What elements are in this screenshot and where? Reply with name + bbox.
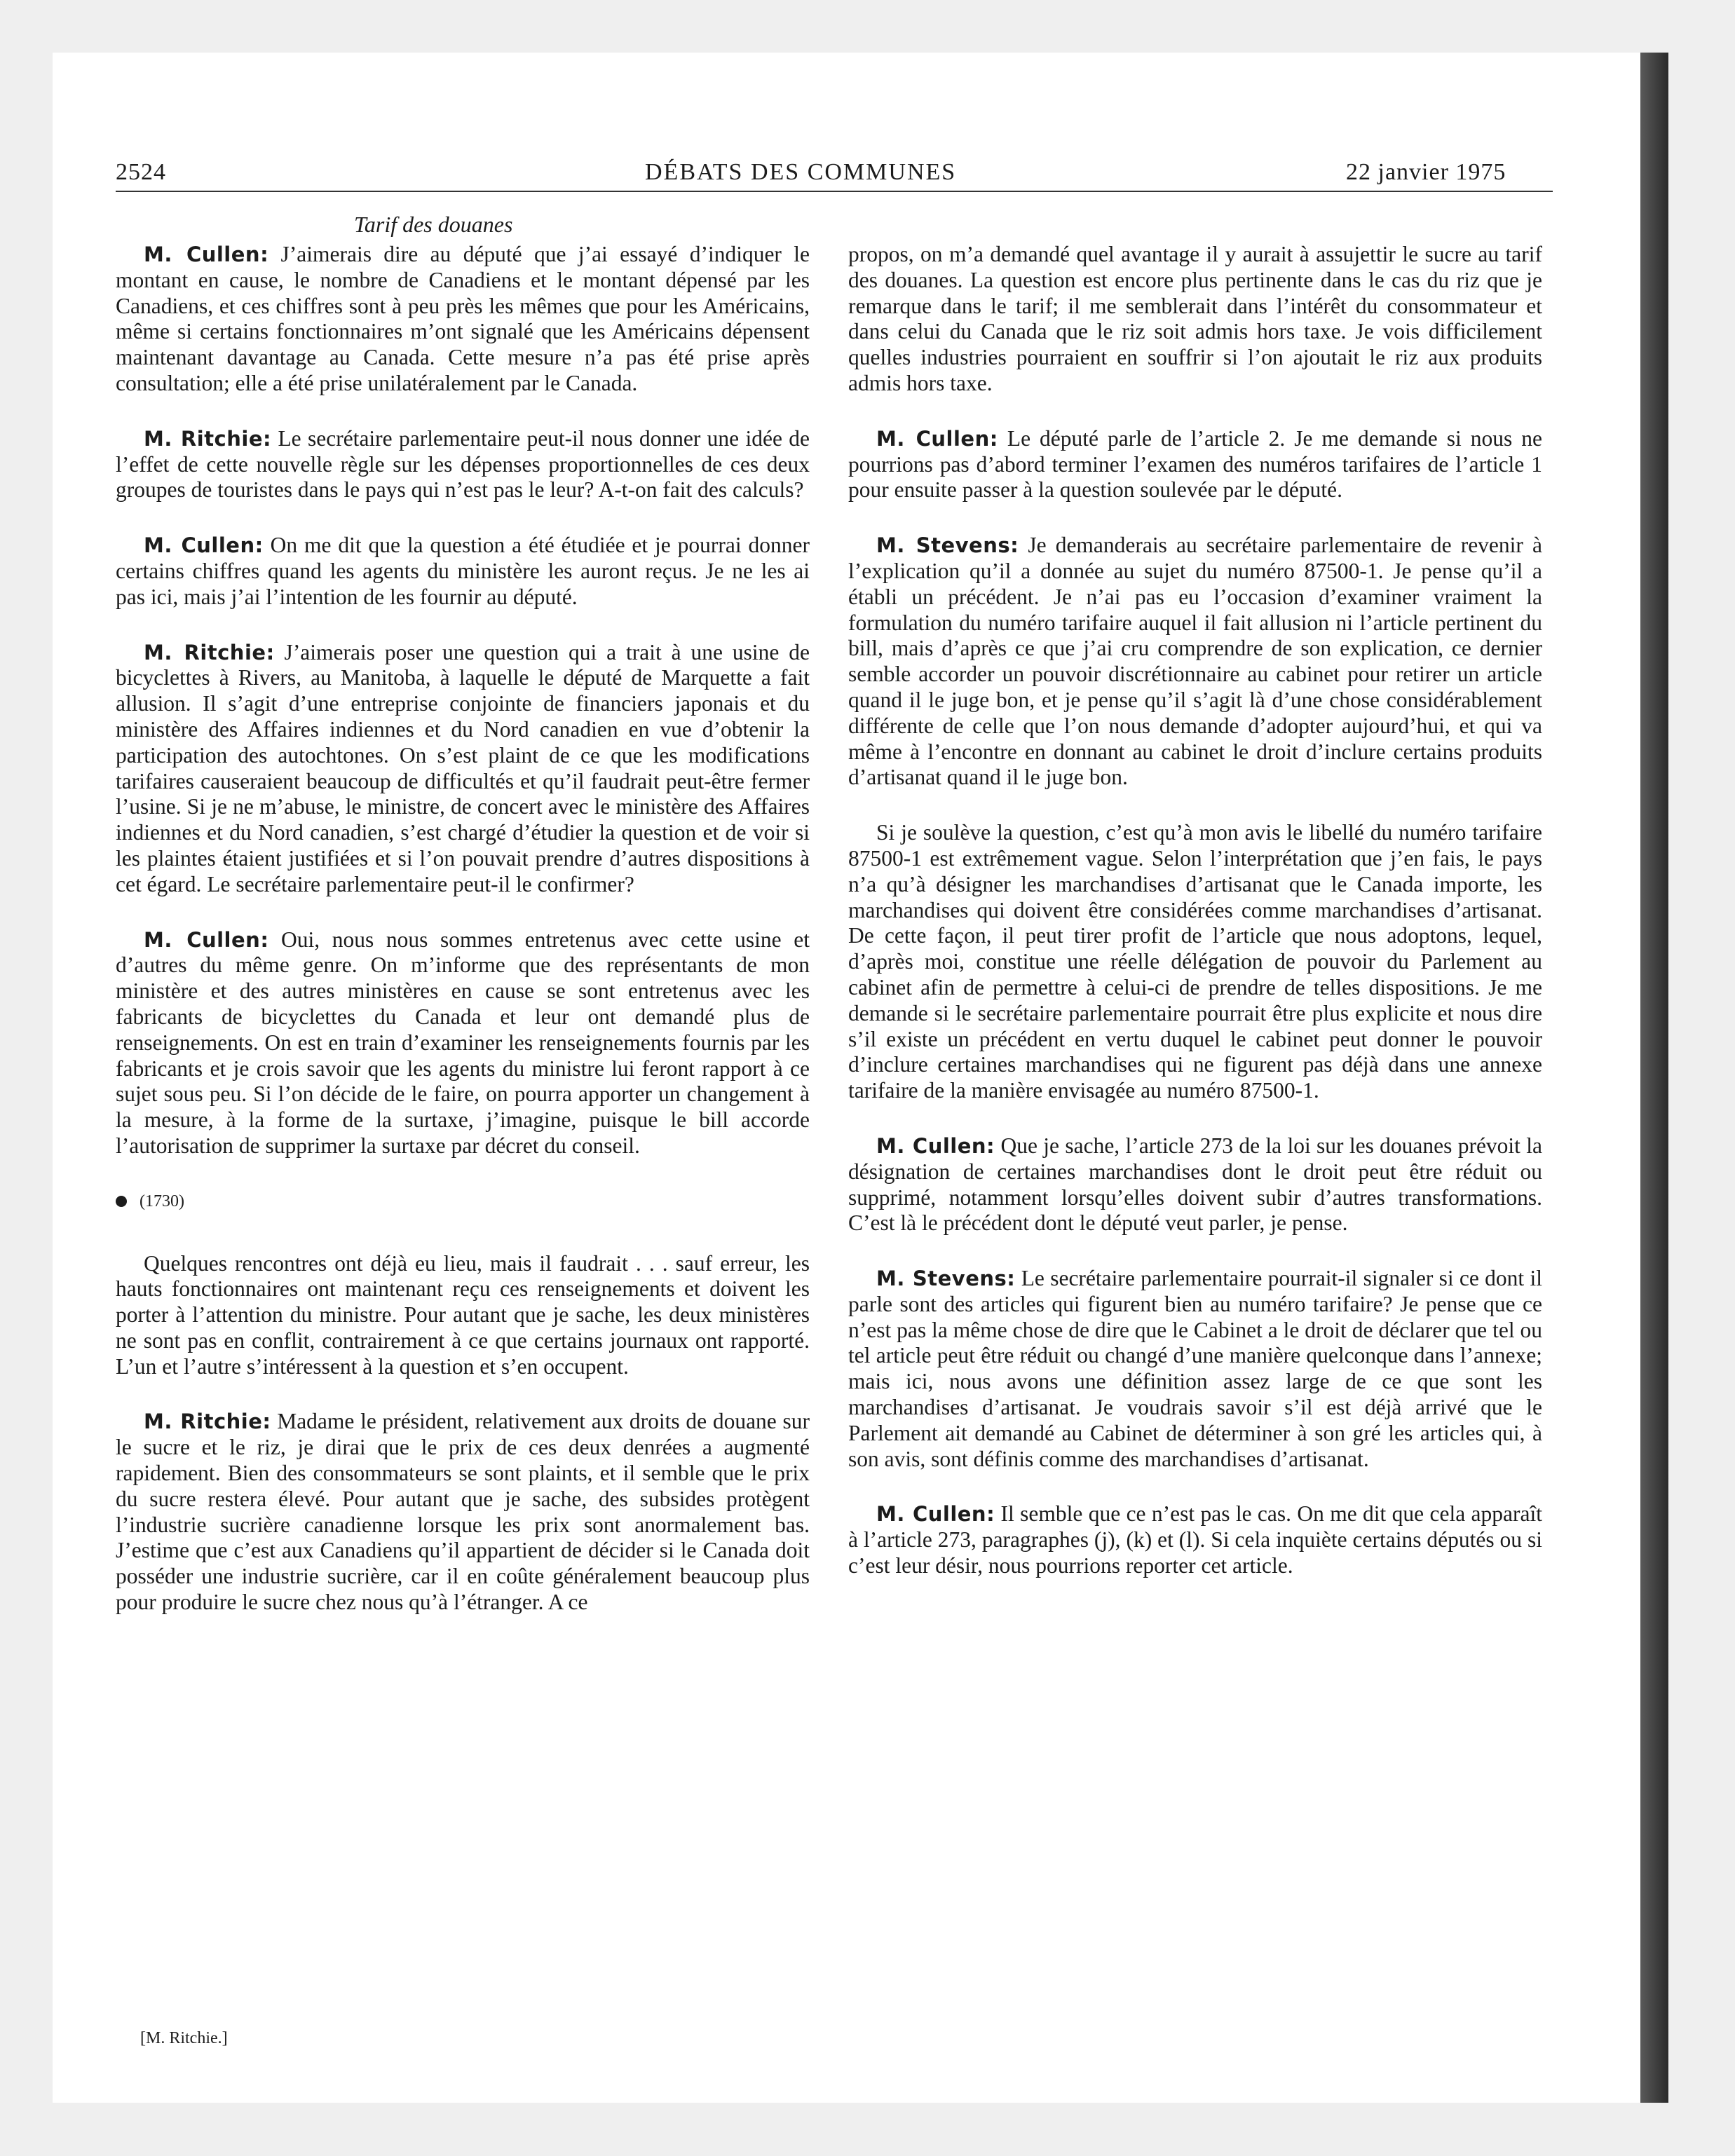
speaker-name: M. Cullen:: [144, 927, 269, 952]
paragraph-text: J’aimerais dire au député que j’ai essayé d’indiquer le montant en cause, le nombre de Canadiens et le montant dépensé par les Canadiens, et ces chiffres sont à peu près les mêmes que pour les Américains, même si certains fonctionnaires m’ont signalé que les Américains dépensent maintenant davantage au Canada. Cette mesure n’a pas été prise après consultation; elle a été prise unilatéralement par le Canada.: [116, 242, 810, 395]
paragraph: [848, 533, 1542, 791]
paragraph-text: Je demanderais au secrétaire parlementaire de revenir à l’explication qu’il a donnée au sujet du numéro 87500-1. Je pense qu’il a établi un précédent. Je n’ai pas eu l’occasion d’examiner vraiment la formulation du numéro tarifaire auquel il fait allusion ni l’article pertinent du bill, mais d’après ce que j’ai cru comprendre de son explication, ce dernier semble accorder un pouvoir discrétionnaire au cabinet pour retirer un article quand il le juge bon, et je pense qu’il s’agit là d’une chose considérablement différente de celle que l’on nous demande d’adopter aujourd’hui, et qui va même à l’encontre en donnant au cabinet le droit d’inclure certains produits d’artisanat quand il le juge bon.: [848, 533, 1543, 790]
paragraph: [116, 640, 810, 898]
paragraph-text: Le député parle de l’article 2. Je me demande si nous ne pourrions pas d’abord terminer l’examen des numéros tarifaires de l’article 1 pour ensuite passer à la question soulevée par le député.: [848, 425, 1542, 503]
speaker-name: M. Cullen:: [876, 1133, 995, 1158]
paragraph: [848, 1133, 1542, 1236]
page-date: 22 janvier 1975: [1346, 159, 1506, 185]
paragraph: [116, 533, 810, 610]
paragraph-text: Si je soulève la question, c’est qu’à mon avis le libellé du numéro tarifaire 87500-1 est extrêmement vague. Selon l’interprétation que j’en fais, le pays n’a qu’à désigner les marchandises d’artisanat que le Canada importe, les marchandises qui doivent être considérées comme marchandises d’artisanat. De cette façon, il peut tirer profit de l’article que nous adoptons, lequel, d’après moi, constitue une réelle délégation de pouvoir du Parlement au cabinet afin de permettre à celui-ci de prendre de telles dispositions. Je me demande si le secrétaire parlementaire pourrait être plus explicite et nous dire s’il existe un précédent en vertu duquel le cabinet peut donner le pouvoir d’inclure certaines marchandises qui ne figurent pas déjà dans une annexe tarifaire de la manière envisagée au numéro 87500-1.: [848, 820, 1542, 1103]
paragraph: [848, 426, 1542, 503]
time-marker-label: (1730): [140, 1192, 184, 1210]
speaker-name: M. Ritchie:: [144, 1410, 271, 1434]
left-column: [116, 242, 810, 1645]
footer-speaker-note: [M. Ritchie.]: [140, 2029, 228, 2047]
speaker-name: M. Ritchie:: [144, 426, 272, 451]
paragraph: [116, 927, 810, 1159]
header-rule: [116, 191, 1553, 192]
time-marker: [116, 1189, 810, 1215]
paragraph: [848, 820, 1542, 1104]
speaker-name: M. Cullen:: [876, 426, 998, 451]
paragraph-text: propos, on m’a demandé quel avantage il y aurait à assujettir le sucre au tarif des douanes. La question est encore plus pertinente dans le cas du riz que je remarque dans le tarif; il me semblerait dans l’intérêt du consommateur et dans celui du Canada que le riz soit admis hors taxe. Je vois difficilement quelles industries pourraient en souffrir si l’on ajoutait le riz aux produits admis hors taxe.: [848, 242, 1542, 395]
paragraph-text: Le secrétaire parlementaire peut-il nous donner une idée de l’effet de cette nouvelle règle sur les dépenses proportionnelles de ces deux groupes de touristes dans le pays qui n’est pas le leur? A-t-on fait des calculs?: [116, 425, 810, 503]
speaker-name: M. Cullen:: [876, 1502, 995, 1527]
right-column: [848, 242, 1542, 1609]
paragraph-text: Que je sache, l’article 273 de la loi sur les douanes prévoit la désignation de certaines marchandises dont le droit peut être réduit ou supprimé, notamment lorsqu’elles doivent subir d’autres transformations. C’est là le précédent dont le député veut parler, je pense.: [848, 1133, 1542, 1236]
speaker-name: M. Stevens:: [876, 1267, 1016, 1291]
paragraph: [116, 1251, 810, 1380]
paragraph: [116, 242, 810, 397]
paragraph: [848, 1501, 1542, 1578]
paragraph-text: Quelques rencontres ont déjà eu lieu, mais il faudrait . . . sauf erreur, les hauts fonctionnaires ont maintenant reçu ces renseignements et doivent les porter à l’attention du ministre. Pour autant que je sache, les deux ministères ne sont pas en conflit, contrairement à ce que certains journaux ont rapporté. L’un et l’autre s’intéressent à la question et s’en occupent.: [116, 1250, 810, 1379]
paragraph-text: On me dit que la question a été étudiée et je pourrai donner certains chiffres quand les agents du ministère les auront reçus. Je ne les ai pas ici, mais j’ai l’intention de les fournir au député.: [116, 533, 810, 609]
paragraph-text: Madame le président, relativement aux droits de douane sur le sucre et le riz, je dirai que le prix de ces deux denrées a augmenté rapidement. Bien des consommateurs se sont plaints, et il semble que le prix du sucre restera élevé. Pour autant que je sache, des subsides protègent l’industrie sucrière canadienne lorsque les prix sont anormalement bas. J’estime que c’est aux Canadiens qu’il appartient de décider si le Canada doit posséder une industrie sucrière, car il en coûte généralement beaucoup plus pour produire le sucre chez nous qu’à l’étranger. A ce: [116, 1409, 810, 1615]
speaker-name: M. Cullen:: [144, 243, 269, 266]
paragraph-text: Il semble que ce n’est pas le cas. On me dit que cela apparaît à l’article 273, paragraphes (j), (k) et (l). Si cela inquiète certains députés ou si c’est leur désir, nous pourrions reporter cet article.: [848, 1501, 1542, 1578]
bullet-icon: [116, 1196, 127, 1207]
scan-edge: [1640, 53, 1668, 2103]
paragraph: [848, 1266, 1542, 1472]
paragraph-text: Oui, nous nous sommes entretenus avec cette usine et d’autres du même genre. On m’informe que des représentants de mon ministère et des autres ministères en cause se sont entretenus avec les fabricants de bicyclettes du Canada et leur ont demandé plus de renseignements. On est en train d’examiner les renseignements fournis par les fabricants et je crois savoir que les agents du ministre lui feront rapport à ce sujet sous peu. Si l’on décide de le faire, on pourra apporter un changement à la mesure, à la forme de la surtaxe, j’imagine, puisque le bill accorde l’autorisation de supprimer la surtaxe par décret du conseil.: [116, 927, 810, 1158]
speaker-name: M. Stevens:: [876, 533, 1019, 558]
page-number: 2524: [116, 159, 166, 185]
paragraph-text: Le secrétaire parlementaire pourrait-il signaler si ce dont il parle sont des articles qui figurent bien au numéro tarifaire? Je pense que ce n’est pas la même chose de dire que le Cabinet a le droit de déclarer que tel ou tel article peut être réduit ou changé d’une manière quelconque dans l’annexe; mais ici, nous avons une définition assez large de ce que sont les marchandises d’artisanat. Je voudrais savoir s’il est déjà arrivé que le Parlement ait demandé au Cabinet de déterminer à son gré les articles qui, à son avis, sont définis comme des marchandises d’artisanat.: [848, 1266, 1542, 1471]
paragraph-text: J’aimerais poser une question qui a trait à une usine de bicyclettes à Rivers, au Manitoba, à laquelle le député de Marquette a fait allusion. Il s’agit d’une entreprise conjointe de financiers japonais et du ministère des Affaires indiennes et du Nord canadien en vue d’obtenir la participation des autochtones. On s’est plaint de ce que les modifications tarifaires causeraient beaucoup de difficultés et qu’il faudrait peut-être fermer l’usine. Si je ne m’abuse, le ministre, de concert avec le ministère des Affaires indiennes et du Nord canadien, s’est chargé d’étudier la question et de voir si les plaintes étaient justifiées et si l’on pouvait prendre d’autres dispositions à cet égard. Le secrétaire parlementaire peut-il le confirmer?: [116, 639, 810, 896]
paragraph: [848, 242, 1542, 397]
paragraph: [116, 1409, 810, 1615]
section-subtitle: Tarif des douanes: [354, 212, 513, 237]
paragraph: [116, 426, 810, 503]
speaker-name: M. Ritchie:: [144, 640, 275, 664]
journal-title: DÉBATS DES COMMUNES: [645, 159, 957, 185]
speaker-name: M. Cullen:: [144, 533, 264, 558]
